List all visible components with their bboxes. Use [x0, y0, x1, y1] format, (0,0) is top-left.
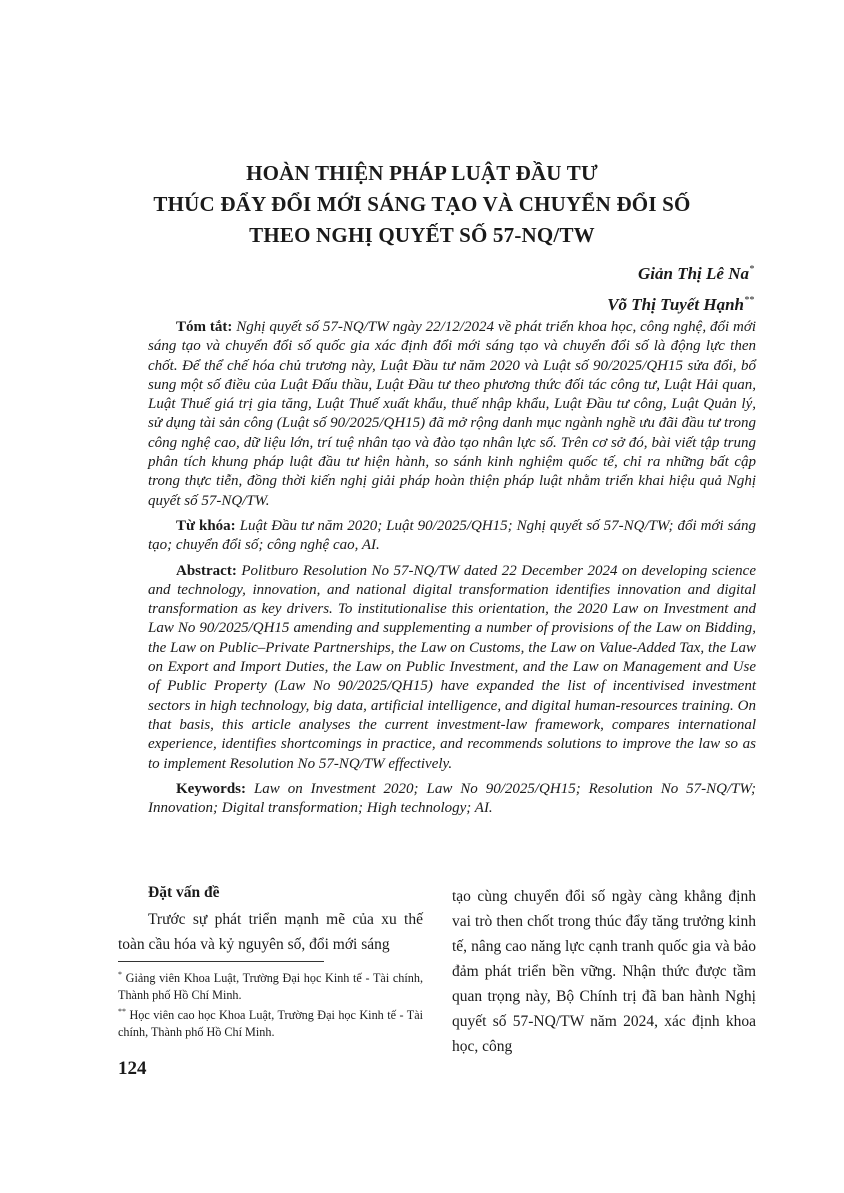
- title-line-2: THÚC ĐẨY ĐỔI MỚI SÁNG TẠO VÀ CHUYỂN ĐỔI SỐ: [153, 192, 691, 216]
- section-heading: Đặt vấn đề: [148, 884, 220, 901]
- author-list: [607, 256, 754, 318]
- keywords-vi-text: Luật Đầu tư năm 2020; Luật 90/2025/QH15; Nghị quyết số 57-NQ/TW; đổi mới sáng tạo; chuyển đổi số; công nghệ cao, AI.: [148, 517, 757, 554]
- author-2: [607, 287, 754, 318]
- abstract-en: [148, 562, 756, 774]
- keywords-en: [148, 780, 756, 819]
- footnote-1-mark: *: [118, 970, 122, 979]
- footnote-divider: [118, 961, 324, 962]
- footnote-2-mark: **: [118, 1007, 126, 1016]
- title-line-3: THEO NGHỊ QUYẾT SỐ 57-NQ/TW: [249, 223, 595, 247]
- abstract-en-label: Abstract:: [176, 562, 237, 579]
- author-2-mark: **: [744, 295, 754, 306]
- keywords-en-text: Law on Investment 2020; Law No 90/2025/QH15; Resolution No 57-NQ/TW; Innovation; Digital transformation; High technology; AI.: [148, 780, 757, 817]
- keywords-vi: [148, 517, 756, 556]
- article-title: [90, 158, 754, 251]
- abstract-block: [148, 318, 756, 824]
- summary-vi-text: Nghị quyết số 57-NQ/TW ngày 22/12/2024 về phát triển khoa học, công nghệ, đổi mới sáng tạo và chuyển đổi số quốc gia xác định đổi mới sáng tạo và chuyển đổi số là động lực then chốt. Để thể chế hóa chủ trương này, Luật Đầu tư năm 2020 và Luật số 90/2025/QH15 sửa đổi, bổ sung một số điều của Luật Đấu thầu, Luật Đầu tư theo phương thức đối tác công tư, Luật Hải quan, Luật Thuế giá trị gia tăng, Luật Thuế xuất khẩu, thuế nhập khẩu, Luật Đầu tư công, Luật Quản lý, sử dụng tài sản công (Luật số 90/2025/QH15) đã mở rộng danh mục ngành nghề ưu đãi đầu tư trong công nghệ cao, dữ liệu lớn, trí tuệ nhân tạo và đào tạo nhân lực số. Trên cơ sở đó, bài viết tập trung phân tích khung pháp luật đầu tư hiện hành, so sánh kinh nghiệm quốc tế, chỉ ra những bất cập trong thực tiễn, đồng thời kiến nghị giải pháp hoàn thiện pháp luật nhằm triển khai hiệu quả Nghị quyết số 57-NQ/TW.: [148, 319, 756, 509]
- title-line-1: HOÀN THIỆN PHÁP LUẬT ĐẦU TƯ: [246, 161, 598, 185]
- author-1: [607, 256, 754, 287]
- footnote-2: [118, 1004, 423, 1040]
- keywords-en-label: Keywords:: [176, 780, 246, 797]
- abstract-en-text: Politburo Resolution No 57-NQ/TW dated 22 December 2024 on developing science and technology, innovation, and national digital transformation identifies innovation and digital transformation as key drivers. To institutionalise this orientation, the 2020 Law on Investment and Law No 90/2025/QH15 amending and supplementing a number of provisions of the Law on Bidding, the Law on Public–Private Partnerships, the Law on Customs, the Law on Value-Added Tax, the Law on Export and Import Duties, the Law on Public Investment, and the Law on Management and Use of Public Property (Law No 90/2025/QH15) have expanded the list of incentivised investment sectors in high technology, big data, artificial intelligence, and digital human-resources training. On that basis, this article analyses the current investment-law framework, compares international experience, identifies shortcomings in practice, and recommends solutions to improve the law so as to implement Resolution No 57-NQ/TW effectively.: [148, 562, 756, 772]
- body-left-column: Trước sự phát triển mạnh mẽ của xu thế toàn cầu hóa và kỷ nguyên số, đổi mới sáng: [118, 911, 423, 953]
- author-1-mark: *: [749, 264, 754, 275]
- summary-vi: [148, 318, 756, 511]
- summary-vi-label: Tóm tắt:: [176, 319, 233, 335]
- footnote-2-text: Học viên cao học Khoa Luật, Trường Đại học Kinh tế - Tài chính, Thành phố Hồ Chí Minh.: [118, 1008, 423, 1039]
- page-number: 124: [118, 1058, 147, 1079]
- footnote-1-text: Giảng viên Khoa Luật, Trường Đại học Kinh tế - Tài chính, Thành phố Hồ Chí Minh.: [118, 971, 423, 1002]
- author-2-name: Võ Thị Tuyết Hạnh: [607, 295, 744, 314]
- footnote-1: [118, 967, 423, 1003]
- body-right-column: tạo cùng chuyển đổi số ngày càng khẳng định vai trò then chốt trong thúc đẩy tăng trưởng kinh tế, nâng cao năng lực cạnh tranh quốc gia và bảo đảm phát triển bền vững. Nhận thức được tầm quan trọng này, Bộ Chính trị đã ban hành Nghị quyết số 57-NQ/TW năm 2024, xác định khoa học, công: [452, 888, 756, 1055]
- author-1-name: Giản Thị Lê Na: [638, 264, 749, 283]
- keywords-vi-label: Từ khóa:: [176, 517, 236, 534]
- footnotes: [118, 967, 423, 1041]
